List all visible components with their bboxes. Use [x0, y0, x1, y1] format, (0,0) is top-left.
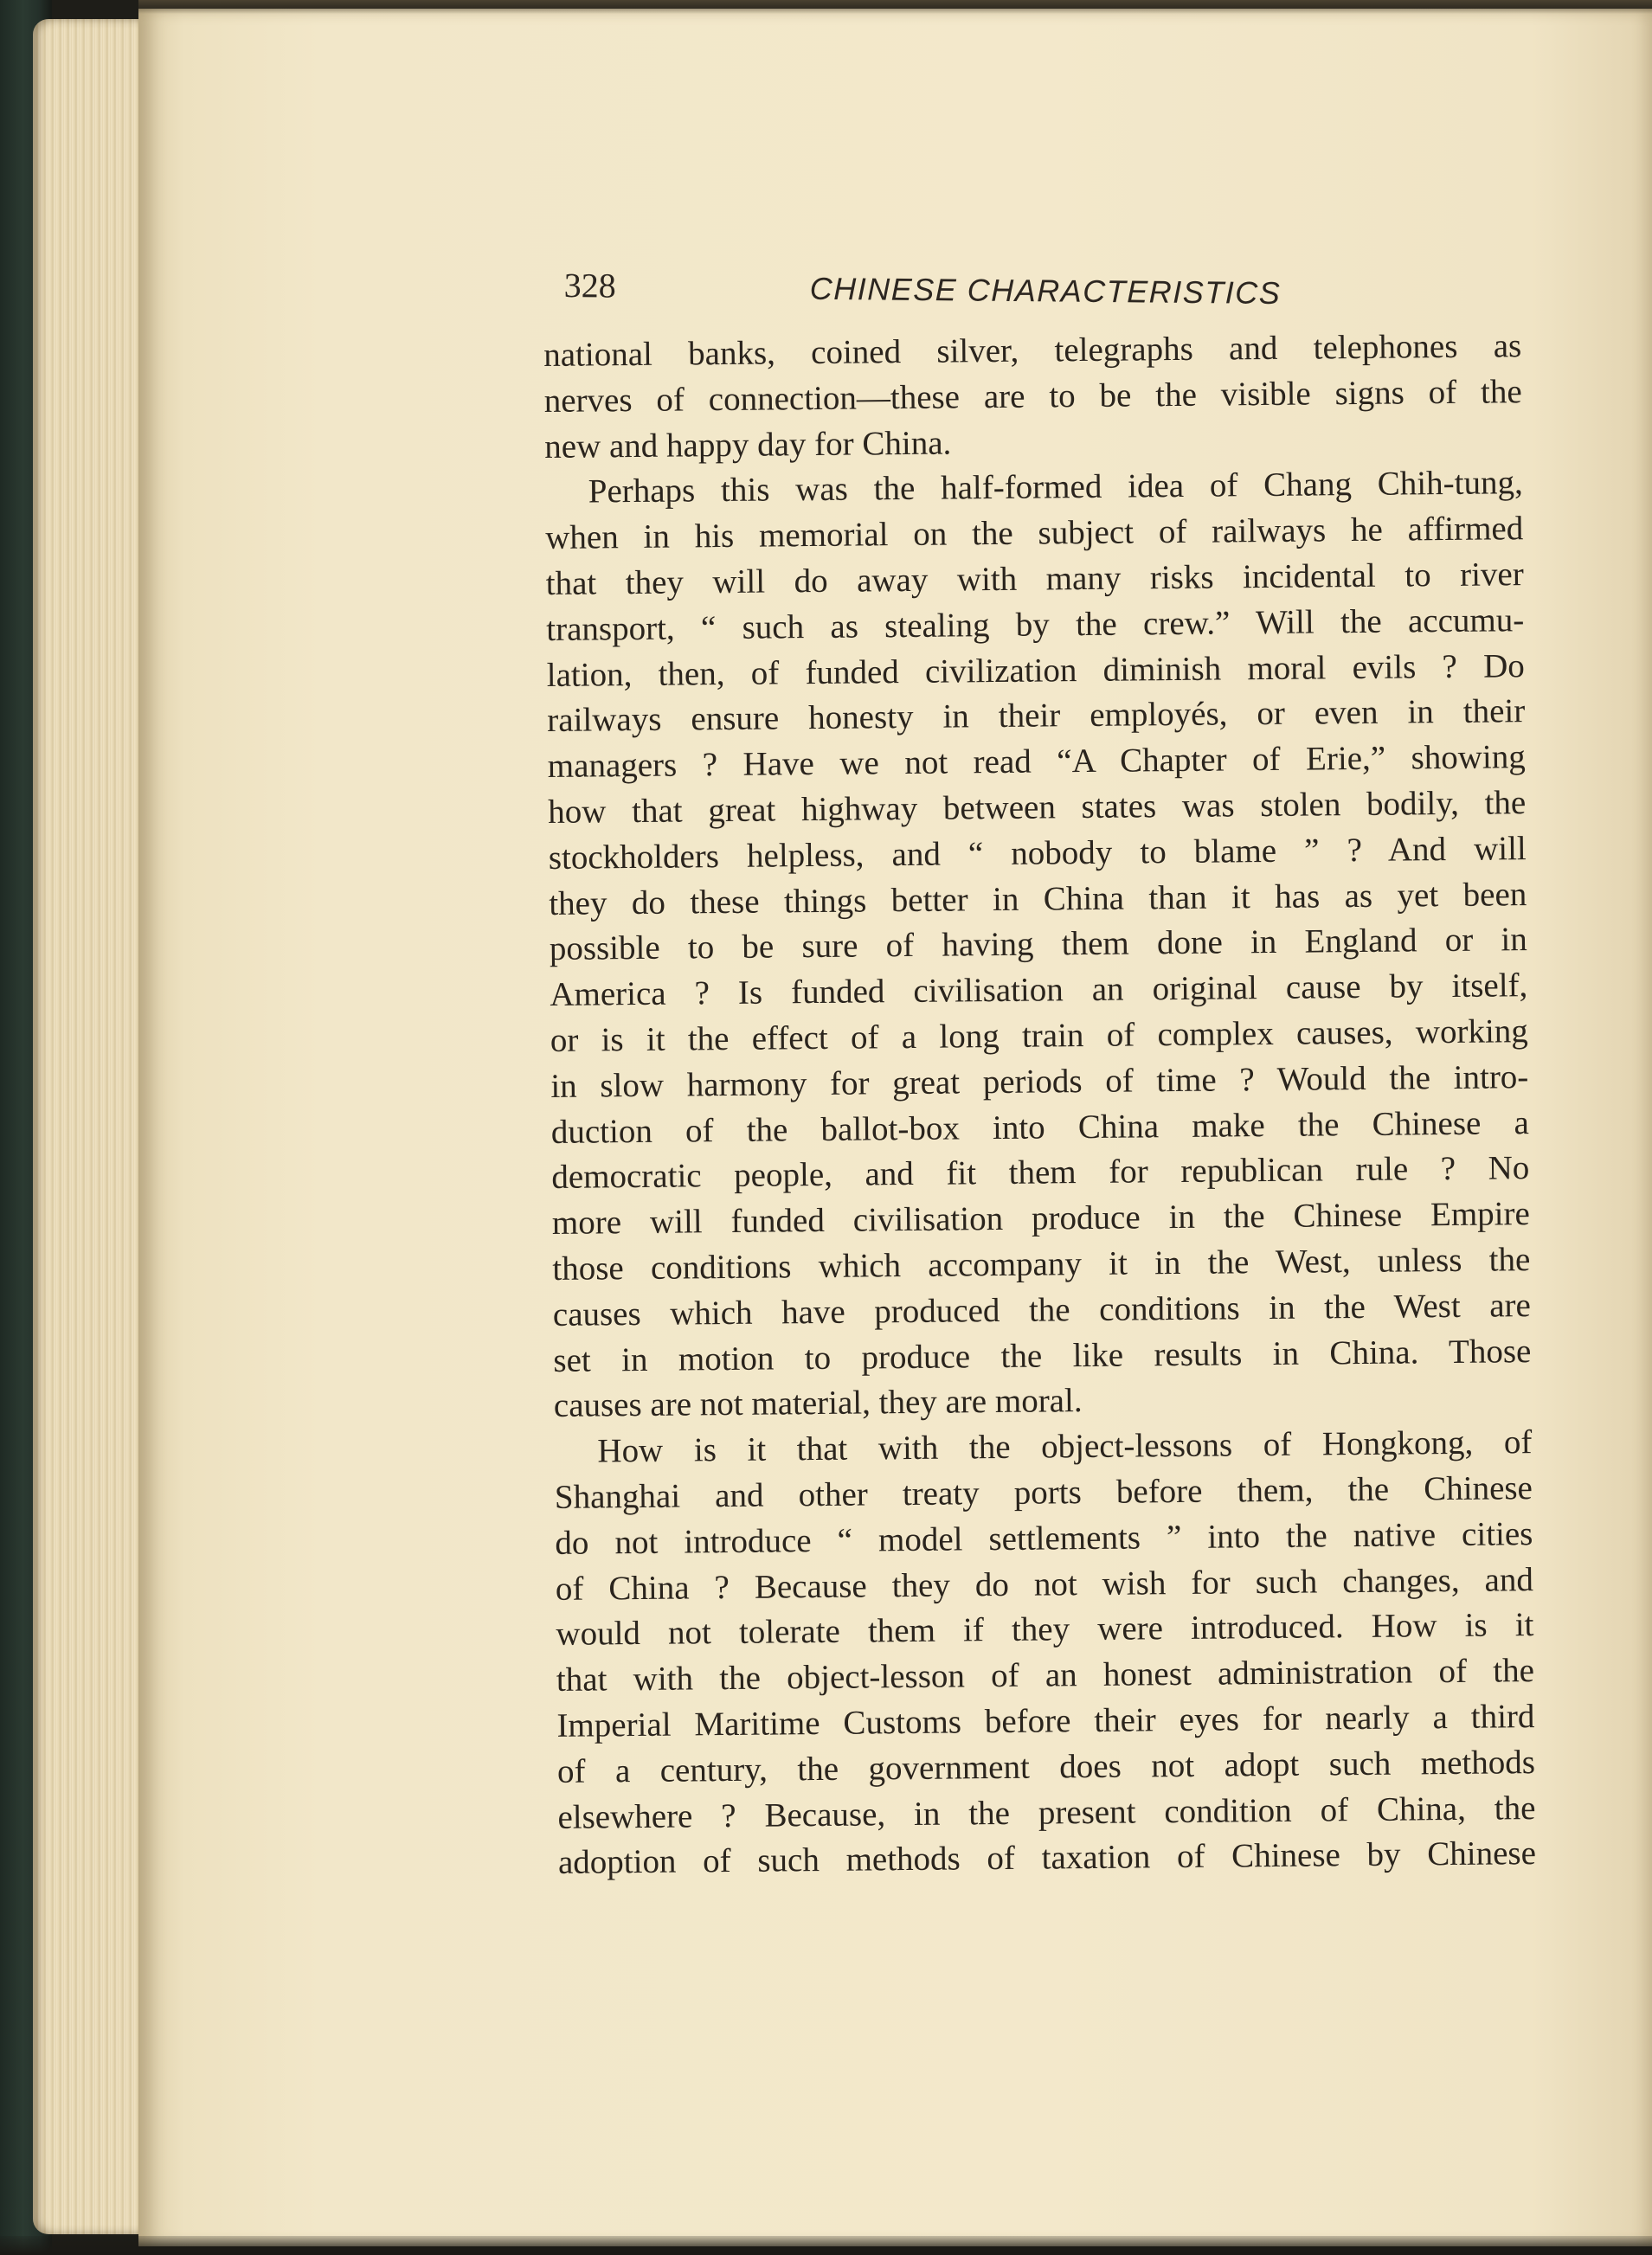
text-line: possible to be sure of having them done in England or in [549, 921, 1527, 968]
text-line: set in motion to produce the like results in China. Those [553, 1332, 1532, 1379]
text-line: national banks, coined silver, telegraphs and telephones as [543, 327, 1522, 374]
page-bottom-shadow [0, 2236, 1652, 2255]
paragraph [543, 324, 1522, 470]
running-title: CHINESE CHARACTERISTICS [809, 270, 1282, 311]
text-line: Shanghai and other treaty ports before them, the Chinese [554, 1469, 1533, 1516]
text-line: would not tolerate them if they were introduced. How is it [556, 1606, 1534, 1654]
text-line: managers ? Have we not read “A Chapter of Erie,” showing [547, 738, 1526, 786]
text-line: adoption of such methods of taxation of Chinese by Chinese [557, 1834, 1537, 1882]
text-line: transport, “ such as stealing by the crew.” Will the accumu- [546, 601, 1525, 648]
text-line: How is it that with the object-lessons of Hongkong, of [597, 1423, 1533, 1470]
text-line: Perhaps this was the half-formed idea of Chang Chih-tung, [588, 464, 1523, 511]
text-line: when in his memorial on the subject of railways he affirmed [545, 510, 1524, 557]
text-line: causes which have produced the conditions in the West are [552, 1286, 1532, 1333]
text-line: causes are not material, they are moral. [553, 1382, 1083, 1425]
text-line: they do these things better in China than it has as yet been [549, 875, 1527, 922]
page-top-shadow [138, 0, 1652, 14]
body-text [543, 324, 1536, 1886]
text-line: stockholders helpless, and “ nobody to blame ” ? And will [548, 829, 1527, 877]
text-line: lation, then, of funded civilization diminish moral evils ? Do [546, 646, 1525, 694]
text-line: elsewhere ? Because, in the present condition of China, the [557, 1789, 1536, 1836]
text-line: new and happy day for China. [544, 424, 952, 466]
paragraph [554, 1420, 1536, 1886]
text-line: that with the object-lesson of an honest administration of the [556, 1652, 1535, 1699]
text-line: more will funded civilisation produce in the Chinese Empire [551, 1195, 1531, 1243]
text-line: how that great highway between states was stolen bodily, the [548, 784, 1527, 831]
text-line: nerves of connection—these are to be the visible signs of the [543, 372, 1522, 420]
running-head [563, 265, 1282, 324]
text-line: of China ? Because they do not wish for such changes, and [555, 1560, 1534, 1608]
page-fore-edge [33, 19, 145, 2234]
text-line: democratic people, and fit them for republican rule ? No [551, 1149, 1530, 1197]
text-line: that they will do away with many risks incidental to river [545, 556, 1524, 602]
text-line: those conditions which accompany it in the West, unless the [552, 1241, 1531, 1288]
text-line: of a century, the government does not adopt such methods [556, 1743, 1536, 1790]
text-line: America ? Is funded civilisation an original cause by itself, [550, 967, 1528, 1014]
text-line: Imperial Maritime Customs before their eyes for nearly a third [556, 1697, 1535, 1744]
text-line: in slow harmony for great periods of time ? Would the intro- [550, 1057, 1529, 1105]
paragraph [545, 461, 1533, 1430]
text-line: do not introduce “ model settlements ” into the native cities [555, 1514, 1533, 1562]
text-line: railways ensure honesty in their employés, or even in their [547, 692, 1526, 740]
text-line: or is it the effect of a long train of complex causes, working [550, 1012, 1529, 1059]
text-line: duction of the ballot-box into China make the Chinese a [550, 1103, 1530, 1151]
page-number: 328 [563, 265, 616, 305]
